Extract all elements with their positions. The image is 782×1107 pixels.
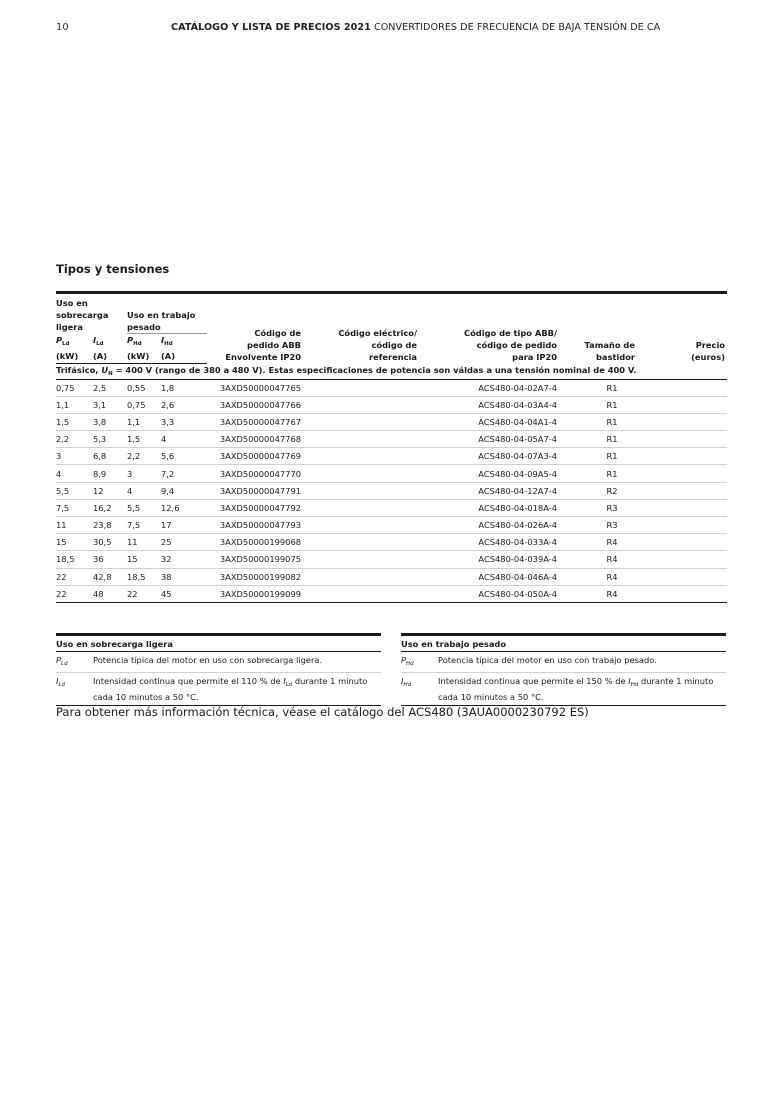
- technical-info-note: Para obtener más información técnica, véase el catálogo del ACS480 (3AUA0000230792 ES): [56, 705, 589, 719]
- table-row: [56, 379, 727, 396]
- cell-phd: 22: [127, 585, 161, 602]
- group-header-light: Uso en sobrecarga ligera: [56, 293, 127, 334]
- cell-pld: 2,2: [56, 431, 93, 448]
- cell-frame: R1: [559, 465, 637, 482]
- cell-order: 3AXD50000047770: [207, 465, 303, 482]
- cell-frame: R1: [559, 413, 637, 430]
- cell-price: [637, 551, 727, 568]
- table-row: [56, 431, 727, 448]
- cell-ild: 23,8: [93, 517, 127, 534]
- cell-ild: 3,1: [93, 396, 127, 413]
- cell-phd: 0,75: [127, 396, 161, 413]
- header-title-bold: CATÁLOGO Y LISTA DE PRECIOS 2021: [171, 22, 371, 33]
- cell-elec: [303, 379, 419, 396]
- cell-order: 3AXD50000199075: [207, 551, 303, 568]
- cell-ihd: 1,8: [161, 379, 207, 396]
- cell-type: ACS480-04-02A7-4: [419, 379, 559, 396]
- cell-price: [637, 379, 727, 396]
- table-row: [56, 465, 727, 482]
- legend-light-duty: [56, 633, 381, 706]
- cell-price: [637, 517, 727, 534]
- cell-ild: 30,5: [93, 534, 127, 551]
- legend-light-current-symbol: $I_{Ld}$: [56, 676, 66, 688]
- cell-elec: [303, 448, 419, 465]
- cell-pld: 22: [56, 568, 93, 585]
- column-header-order-code: Código de pedido ABB Envolvente IP20: [207, 293, 303, 364]
- voltage-subheader-row: [56, 363, 727, 379]
- cell-elec: [303, 482, 419, 499]
- legend-heavy-row-current: [401, 673, 726, 706]
- column-header-pld: $P_{Ld}$ (kW): [56, 333, 93, 363]
- column-header-ild: $I_{Ld}$ (A): [93, 333, 127, 363]
- cell-price: [637, 534, 727, 551]
- cell-order: 3AXD50000047769: [207, 448, 303, 465]
- cell-type: ACS480-04-05A7-4: [419, 431, 559, 448]
- cell-pld: 5,5: [56, 482, 93, 499]
- legend-heavy-current-symbol: $I_{Hd}$: [401, 676, 412, 688]
- cell-elec: [303, 534, 419, 551]
- table-row: [56, 482, 727, 499]
- cell-price: [637, 448, 727, 465]
- cell-ihd: 45: [161, 585, 207, 602]
- cell-frame: R4: [559, 551, 637, 568]
- cell-ild: 8,9: [93, 465, 127, 482]
- table-row: [56, 517, 727, 534]
- voltage-subheader: Trifásico, $U_N = 400$ V (rango de 380 a 480 V). Estas especificaciones de potencia son váldas a una tensión nominal de 400 V.: [56, 363, 727, 379]
- cell-phd: 18,5: [127, 568, 161, 585]
- cell-pld: 11: [56, 517, 93, 534]
- cell-type: ACS480-04-033A-4: [419, 534, 559, 551]
- cell-ild: 5,3: [93, 431, 127, 448]
- cell-frame: R3: [559, 499, 637, 516]
- section-title: Tipos y tensiones: [56, 262, 170, 276]
- cell-elec: [303, 396, 419, 413]
- cell-ihd: 5,6: [161, 448, 207, 465]
- table-row: [56, 413, 727, 430]
- legend-heavy-power-desc: Potencia típica del motor en uso con trabajo pesado.: [438, 655, 657, 665]
- running-header: [171, 22, 660, 33]
- cell-pld: 0,75: [56, 379, 93, 396]
- group-header-heavy: Uso en trabajo pesado: [127, 293, 207, 334]
- cell-frame: R3: [559, 517, 637, 534]
- cell-order: 3AXD50000047765: [207, 379, 303, 396]
- cell-price: [637, 568, 727, 585]
- cell-phd: 11: [127, 534, 161, 551]
- cell-ihd: 17: [161, 517, 207, 534]
- cell-price: [637, 465, 727, 482]
- cell-price: [637, 585, 727, 602]
- cell-price: [637, 482, 727, 499]
- cell-ild: 48: [93, 585, 127, 602]
- cell-ihd: 2,6: [161, 396, 207, 413]
- cell-order: 3AXD50000199099: [207, 585, 303, 602]
- cell-ihd: 12,6: [161, 499, 207, 516]
- cell-phd: 5,5: [127, 499, 161, 516]
- cell-pld: 1,5: [56, 413, 93, 430]
- cell-order: 3AXD50000047792: [207, 499, 303, 516]
- cell-ihd: 25: [161, 534, 207, 551]
- cell-order: 3AXD50000047793: [207, 517, 303, 534]
- cell-type: ACS480-04-04A1-4: [419, 413, 559, 430]
- legend-heavy-title: Uso en trabajo pesado: [401, 636, 726, 652]
- cell-pld: 7,5: [56, 499, 93, 516]
- cell-ihd: 9,4: [161, 482, 207, 499]
- cell-frame: R4: [559, 568, 637, 585]
- cell-pld: 1,1: [56, 396, 93, 413]
- cell-type: ACS480-04-07A3-4: [419, 448, 559, 465]
- cell-order: 3AXD50000047766: [207, 396, 303, 413]
- legend-heavy-duty: [401, 633, 726, 706]
- column-header-price: Precio (euros): [637, 293, 727, 364]
- cell-phd: 15: [127, 551, 161, 568]
- legend-light-row-power: [56, 652, 381, 673]
- table-row: [56, 585, 727, 602]
- cell-frame: R1: [559, 396, 637, 413]
- table-row: [56, 499, 727, 516]
- cell-ild: 6,8: [93, 448, 127, 465]
- cell-ild: 3,8: [93, 413, 127, 430]
- cell-phd: 2,2: [127, 448, 161, 465]
- column-header-type-code: Código de tipo ABB/ código de pedido para IP20: [419, 293, 559, 364]
- cell-ild: 16,2: [93, 499, 127, 516]
- cell-price: [637, 396, 727, 413]
- table-body: [56, 363, 727, 602]
- cell-phd: 3: [127, 465, 161, 482]
- cell-elec: [303, 551, 419, 568]
- table-row: [56, 448, 727, 465]
- cell-ild: 2,5: [93, 379, 127, 396]
- cell-order: 3AXD50000199082: [207, 568, 303, 585]
- header-title-regular: CONVERTIDORES DE FRECUENCIA DE BAJA TENSIÓN DE CA: [373, 22, 661, 33]
- table-row: [56, 534, 727, 551]
- cell-elec: [303, 568, 419, 585]
- cell-type: ACS480-04-03A4-4: [419, 396, 559, 413]
- cell-order: 3AXD50000047791: [207, 482, 303, 499]
- cell-pld: 18,5: [56, 551, 93, 568]
- cell-ihd: 38: [161, 568, 207, 585]
- column-header-frame-size: Tamaño de bastidor: [559, 293, 637, 364]
- cell-type: ACS480-04-039A-4: [419, 551, 559, 568]
- cell-ild: 42,8: [93, 568, 127, 585]
- cell-frame: R4: [559, 585, 637, 602]
- cell-type: ACS480-04-050A-4: [419, 585, 559, 602]
- cell-ihd: 4: [161, 431, 207, 448]
- legend-heavy-current-desc: Intensidad continua que permite el 150 % de $I_{Hd}$ durante 1 minuto cada 10 minutos a 50 °C.: [438, 676, 714, 702]
- cell-type: ACS480-04-046A-4: [419, 568, 559, 585]
- legend-light-row-current: [56, 673, 381, 706]
- cell-pld: 3: [56, 448, 93, 465]
- legend-heavy-power-symbol: $P_{Hd}$: [401, 655, 414, 667]
- cell-order: 3AXD50000047768: [207, 431, 303, 448]
- cell-price: [637, 431, 727, 448]
- column-header-phd: $P_{Hd}$ (kW): [127, 333, 161, 363]
- cell-ild: 12: [93, 482, 127, 499]
- cell-pld: 15: [56, 534, 93, 551]
- column-header-electric-code: Código eléctrico/ código de referencia: [303, 293, 419, 364]
- cell-frame: R4: [559, 534, 637, 551]
- cell-type: ACS480-04-018A-4: [419, 499, 559, 516]
- cell-price: [637, 413, 727, 430]
- cell-phd: 7,5: [127, 517, 161, 534]
- cell-type: ACS480-04-12A7-4: [419, 482, 559, 499]
- cell-ihd: 7,2: [161, 465, 207, 482]
- legend-heavy-row-power: [401, 652, 726, 673]
- cell-phd: 1,1: [127, 413, 161, 430]
- column-header-ihd: $I_{Hd}$ (A): [161, 333, 207, 363]
- table-row: [56, 396, 727, 413]
- cell-type: ACS480-04-026A-4: [419, 517, 559, 534]
- cell-elec: [303, 413, 419, 430]
- legend-light-power-symbol: $P_{Ld}$: [56, 655, 68, 667]
- cell-ihd: 3,3: [161, 413, 207, 430]
- table-row: [56, 568, 727, 585]
- page-number: 10: [56, 22, 69, 33]
- cell-order: 3AXD50000199068: [207, 534, 303, 551]
- cell-phd: 4: [127, 482, 161, 499]
- types-voltages-table: [56, 291, 727, 603]
- cell-elec: [303, 585, 419, 602]
- cell-frame: R1: [559, 448, 637, 465]
- cell-frame: R2: [559, 482, 637, 499]
- cell-pld: 4: [56, 465, 93, 482]
- cell-elec: [303, 431, 419, 448]
- cell-elec: [303, 465, 419, 482]
- cell-type: ACS480-04-09A5-4: [419, 465, 559, 482]
- cell-frame: R1: [559, 431, 637, 448]
- cell-ild: 36: [93, 551, 127, 568]
- legend-light-current-desc: Intensidad continua que permite el 110 % de $I_{Ld}$ durante 1 minuto cada 10 minutos a 50 °C.: [93, 676, 368, 702]
- cell-order: 3AXD50000047767: [207, 413, 303, 430]
- cell-frame: R1: [559, 379, 637, 396]
- table-row: [56, 551, 727, 568]
- cell-price: [637, 499, 727, 516]
- legend-light-title: Uso en sobrecarga ligera: [56, 636, 381, 652]
- cell-pld: 22: [56, 585, 93, 602]
- cell-ihd: 32: [161, 551, 207, 568]
- cell-elec: [303, 499, 419, 516]
- legend-light-power-desc: Potencia típica del motor en uso con sobrecarga ligera.: [93, 655, 323, 665]
- cell-elec: [303, 517, 419, 534]
- cell-phd: 1,5: [127, 431, 161, 448]
- cell-phd: 0,55: [127, 379, 161, 396]
